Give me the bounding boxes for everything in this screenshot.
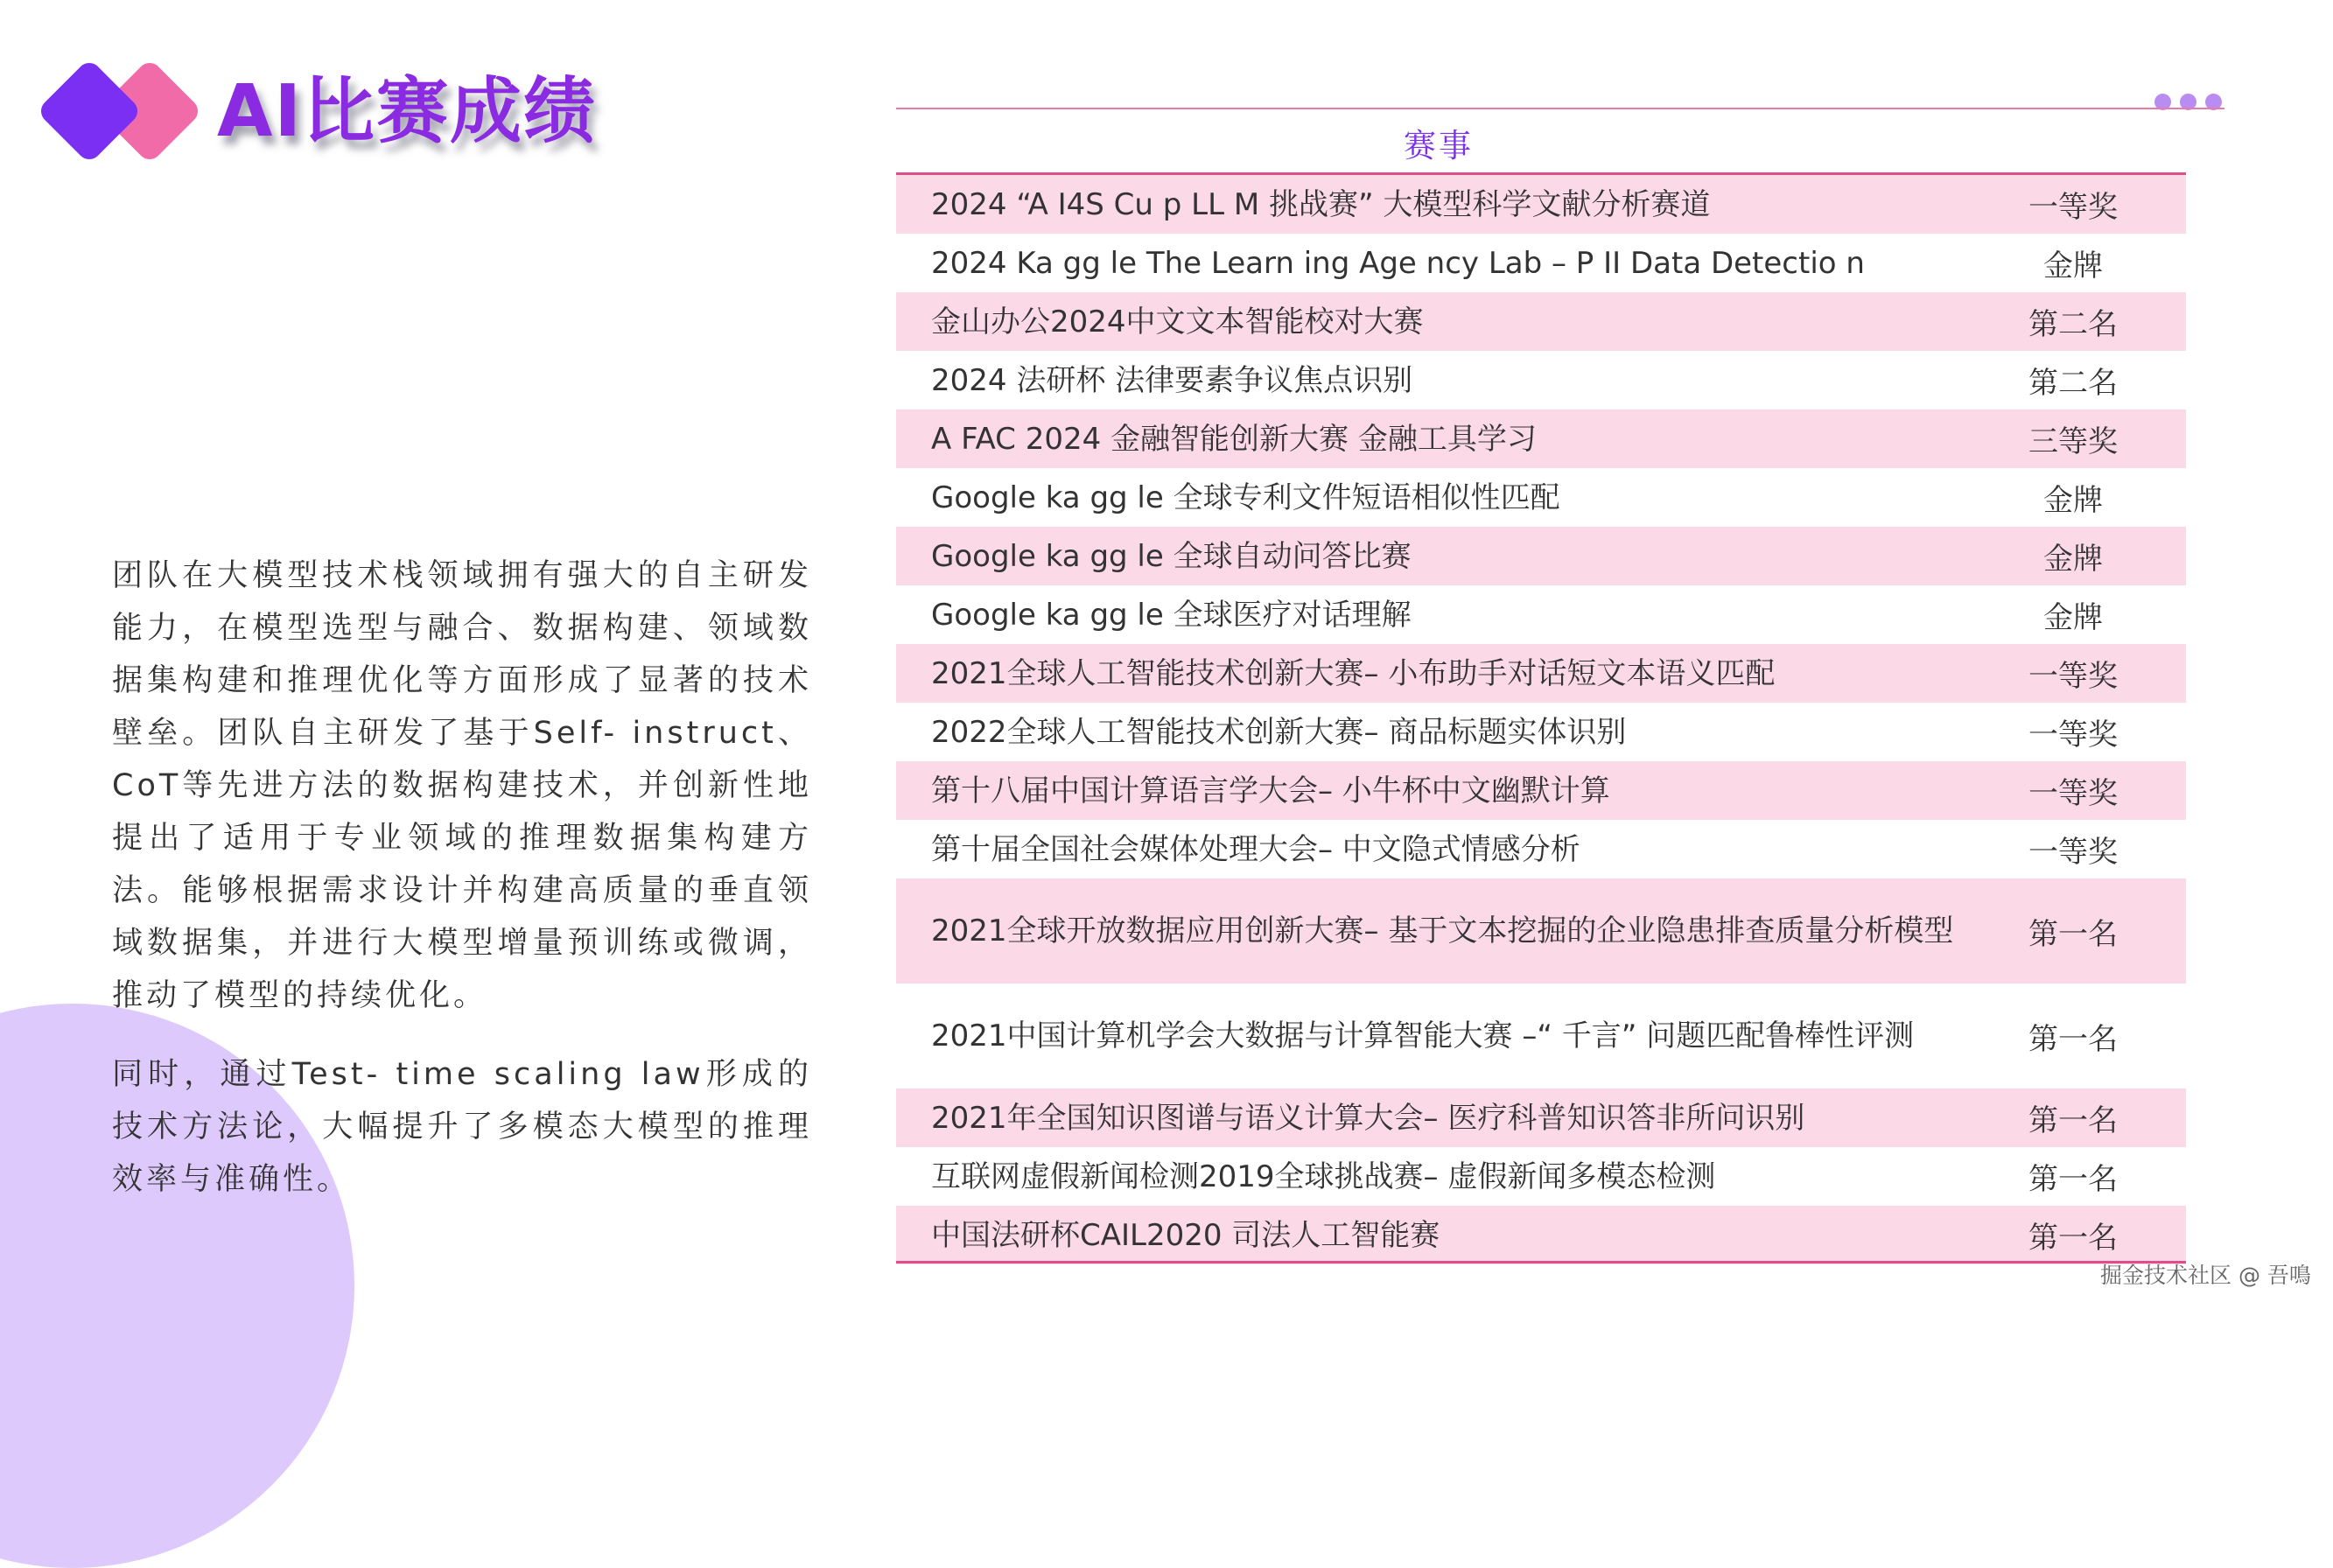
award: 第一名 [2028, 1162, 2118, 1197]
description-paragraph-1: 团队在大模型技术栈领域拥有强大的自主研发能力，在模型选型与融合、数据构建、领域数据集构建和推理优化等方面形成了显著的技术壁垒。团队自主研发了基于Self- instruct、CoT等先进方法的数据构建技术，并创新性地提出了适用于专业领域的推理数据集构建方法。能够根据需求设计并构建高质量的垂直领域数据集，并进行大模型增量预训练或微调，推动了模型的持续优化。 [112, 558, 812, 1013]
event-name: 2021中国计算机学会大数据与计算智能大赛 –“ 千言” 问题匹配鲁棒性评测 [931, 1018, 1915, 1054]
event-name: Google ka gg le 全球自动问答比赛 [931, 538, 1412, 574]
purple-diamond-icon [36, 58, 143, 164]
award: 一等奖 [2028, 776, 2118, 811]
event-name: 2024 Ka gg le The Learn ing Age ncy Lab – P II Data Detectio n [931, 245, 1865, 281]
competition-table [896, 175, 2186, 1264]
award: 一等奖 [2028, 190, 2118, 225]
event-name: 第十八届中国计算语言学大会– 小牛杯中文幽默计算 [931, 773, 1610, 808]
event-name: Google ka gg le 全球医疗对话理解 [931, 597, 1412, 633]
event-name: 2022全球人工智能技术创新大赛– 商品标题实体识别 [931, 714, 1627, 750]
table-row [896, 292, 2186, 351]
award: 第二名 [2028, 366, 2118, 401]
table-row [896, 468, 2186, 527]
award: 一等奖 [2028, 835, 2118, 870]
award: 金牌 [2043, 600, 2103, 635]
table-row [896, 644, 2186, 703]
table-row [896, 761, 2186, 820]
table-row [896, 234, 2186, 292]
award: 第一名 [2028, 916, 2118, 952]
table-row [896, 527, 2186, 585]
table-row [896, 1147, 2186, 1206]
event-name: 2021全球开放数据应用创新大赛– 基于文本挖掘的企业隐患排查质量分析模型 [931, 914, 1954, 948]
top-divider [896, 108, 2224, 109]
table-row [896, 1206, 2186, 1264]
description-paragraph-2: 同时，通过Test- time scaling law形成的技术方法论，大幅提升了多模态大模型的推理效率与准确性。 [112, 1057, 812, 1197]
table-row [896, 820, 2186, 878]
award: 第一名 [2028, 1103, 2118, 1138]
award: 第一名 [2028, 1221, 2118, 1256]
table-header: 赛事 [1404, 127, 1474, 164]
event-name: 2024 法研杯 法律要素争议焦点识别 [931, 362, 1413, 398]
event-name: 中国法研杯CAIL2020 司法人工智能赛 [931, 1217, 1440, 1253]
event-name: 金山办公2024中文文本智能校对大赛 [931, 304, 1424, 340]
award: 金牌 [2043, 542, 2103, 577]
award: 三等奖 [2028, 424, 2118, 459]
event-name: 2021全球人工智能技术创新大赛– 小布助手对话短文本语义匹配 [931, 655, 1776, 691]
award: 第一名 [2028, 1021, 2118, 1057]
award: 金牌 [2043, 483, 2103, 518]
award: 金牌 [2043, 248, 2103, 284]
watermark: 掘金技术社区 @ 吾鳴 [2100, 1263, 2311, 1288]
bottom-divider [896, 1261, 2186, 1264]
event-name: 互联网虚假新闻检测2019全球挑战赛– 虚假新闻多模态检测 [931, 1158, 1716, 1194]
table-row [896, 585, 2186, 644]
event-name: Google ka gg le 全球专利文件短语相似性匹配 [931, 480, 1560, 515]
event-name: 2021年全国知识图谱与语义计算大会– 医疗科普知识答非所问识别 [931, 1100, 1805, 1136]
award: 一等奖 [2028, 718, 2118, 752]
table-row [896, 1088, 2186, 1147]
page-title: AI比赛成绩 [217, 70, 597, 153]
event-name: A FAC 2024 金融智能创新大赛 金融工具学习 [931, 421, 1537, 457]
award: 第二名 [2028, 307, 2118, 342]
table-row [896, 175, 2186, 234]
award: 一等奖 [2028, 659, 2118, 694]
event-name: 第十届全国社会媒体处理大会– 中文隐式情感分析 [931, 831, 1580, 867]
table-row [896, 703, 2186, 761]
table-row [896, 878, 2186, 984]
event-name: 2024 “A I4S Cu p LL M 挑战赛” 大模型科学文献分析赛道 [931, 186, 1711, 222]
table-row [896, 410, 2186, 468]
table-row [896, 984, 2186, 1088]
table-row [896, 351, 2186, 410]
